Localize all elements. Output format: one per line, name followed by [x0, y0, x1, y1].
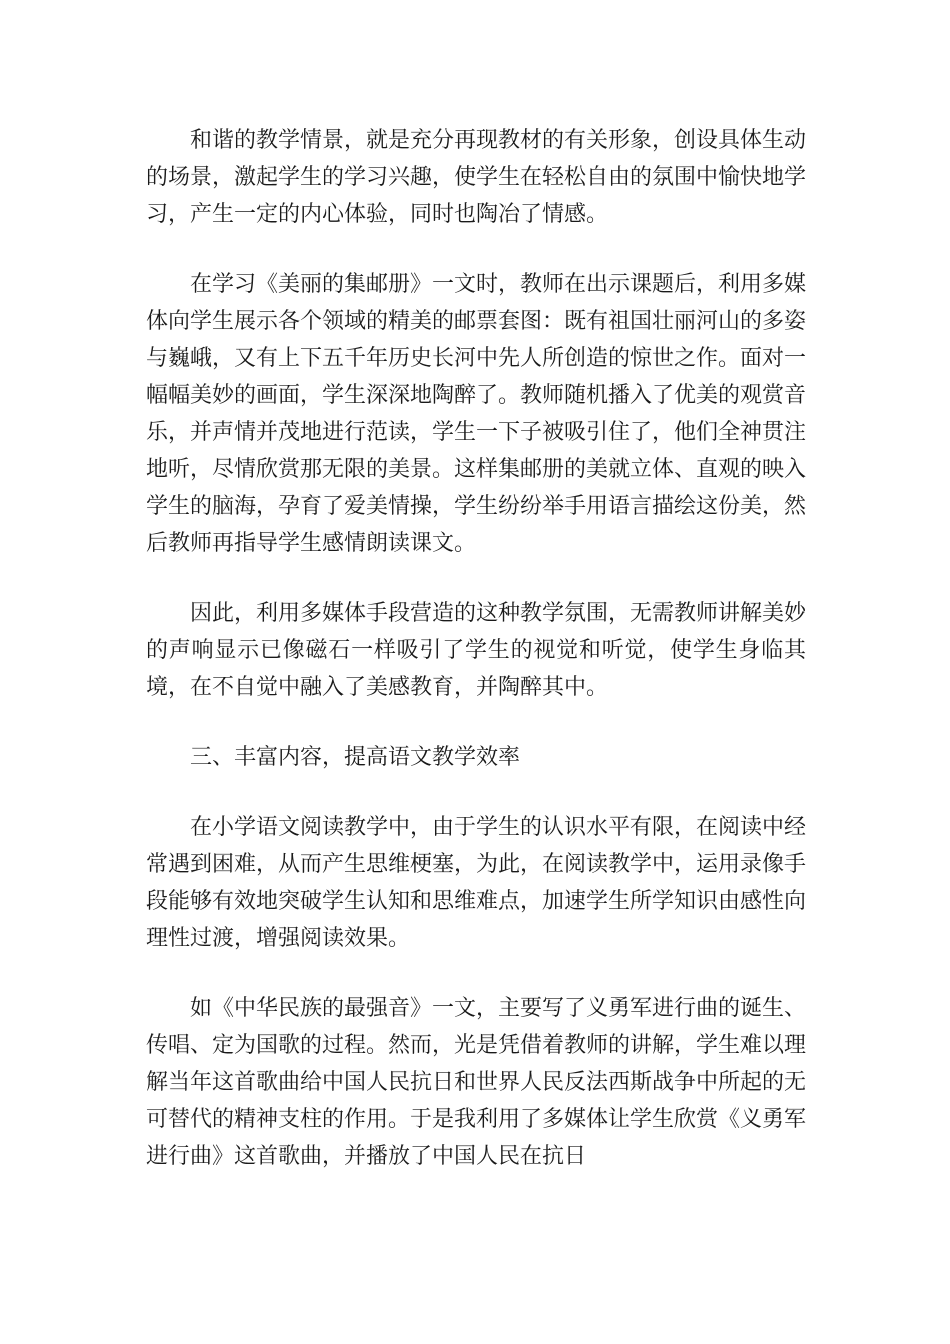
paragraph-4: 在小学语文阅读教学中，由于学生的认识水平有限，在阅读中经常遇到困难，从而产生思维梗塞，为此，在阅读教学中，运用录像手段能够有效地突破学生认知和思维难点，加速学生所学知识由感性向理性过渡，增强阅读效果。 [146, 815, 807, 951]
paragraph-1: 和谐的教学情景，就是充分再现教材的有关形象，创设具体生动的场景，激起学生的学习兴趣，使学生在轻松自由的氛围中愉快地学习，产生一定的内心体验，同时也陶冶了情感。 [146, 128, 807, 227]
paragraph-3: 因此，利用多媒体手段营造的这种教学氛围，无需教师讲解美妙的声响显示已像磁石一样吸引了学生的视觉和听觉，使学生身临其境，在不自觉中融入了美感教育，并陶醉其中。 [146, 601, 807, 700]
paragraph-5: 如《中华民族的最强音》一文，主要写了义勇军进行曲的诞生、传唱、定为国歌的过程。然而，光是凭借着教师的讲解，学生难以理解当年这首歌曲给中国人民抗日和世界人民反法西斯战争中所起的无可替代的精神支柱的作用。于是我利用了多媒体让学生欣赏《义勇军进行曲》这首歌曲，并播放了中国人民在抗日 [146, 996, 807, 1169]
section-heading: 三、丰富内容，提高语文教学效率 [190, 745, 521, 770]
paragraph-2: 在学习《美丽的集邮册》一文时，教师在出示课题后，利用多媒体向学生展示各个领域的精美的邮票套图：既有祖国壮丽河山的多姿与巍峨，又有上下五千年历史长河中先人所创造的惊世之作。面对一幅幅美妙的画面，学生深深地陶醉了。教师随机播入了优美的观赏音乐，并声情并茂地进行范读，学生一下子被吸引住了，他们全神贯注地听，尽情欣赏那无限的美景。这样集邮册的美就立体、直观的映入学生的脑海，孕育了爱美情操，学生纷纷举手用语言描绘这份美，然后教师再指导学生感情朗读课文。 [146, 272, 807, 556]
document-body [146, 122, 806, 1208]
